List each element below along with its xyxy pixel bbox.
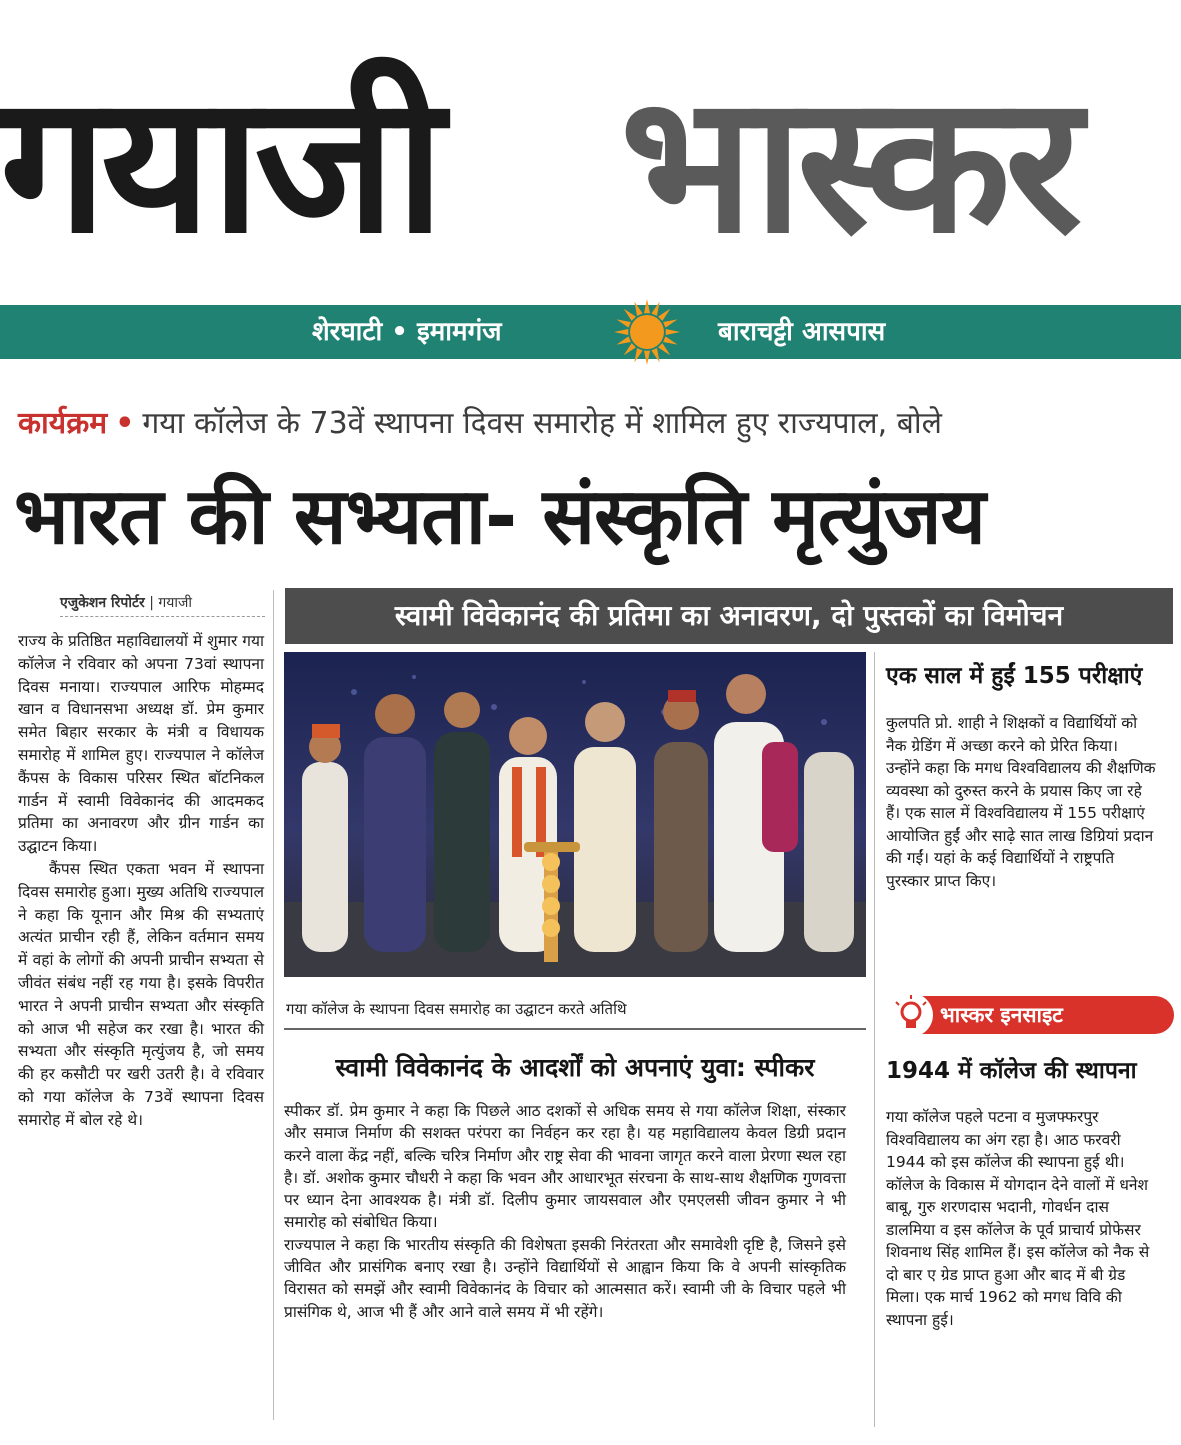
column-divider-right xyxy=(874,652,875,1427)
column-divider-left xyxy=(273,590,274,1420)
right-story1-headline: एक साल में हुईं 155 परीक्षाएं xyxy=(886,663,1143,689)
kicker-text: गया कॉलेज के 73वें स्थापना दिवस समारोह में शामिल हुए राज्यपाल, बोले xyxy=(142,406,942,441)
middle-story-headline: स्वामी विवेकानंद के आदर्शों को अपनाएं युवा: स्पीकर xyxy=(335,1053,815,1082)
sun-ray xyxy=(617,319,631,327)
sun-ray xyxy=(617,336,631,344)
kicker-dot: • xyxy=(115,406,135,441)
sun-ray xyxy=(644,351,650,365)
sun-logo-icon xyxy=(602,297,692,367)
sun-ray xyxy=(658,343,670,355)
sun-ray xyxy=(651,302,659,316)
middle-paragraph-1: स्पीकर डॉ. प्रेम कुमार ने कहा कि पिछले आठ दशकों से अधिक समय से गया कॉलेज शिक्षा, संस्कार और समाज निर्माण की सशक्त परंपरा का निर्वहन कर रहा है। यह महाविद्यालय केवल डिग्री प्रदान करने वाला केंद्र नहीं, बल्कि चरित्र निर्माण और राष्ट्र सेवा की भावना जागृत करने वाला प्रेरणा स्थल रहा है। डॉ. अशोक कुमार चौधरी ने कहा कि भवन और आधारभूत संरचना के साथ-साथ शैक्षणिक गुणवत्ता पर ध्यान देना आवश्यक है। मंत्री डॉ. दिलीप कुमार जायसवाल और एमएलसी जीवन कुमार ने भी समारोह को संबोधित किया। xyxy=(284,1102,846,1232)
right-story1-paragraph-1: कुलपति प्रो. शाही ने शिक्षकों व विद्यार्थियों को नैक ग्रेडिंग में अच्छा करने को प्रेरित किया। xyxy=(886,714,1138,755)
middle-rule xyxy=(284,1028,866,1030)
sun-ray xyxy=(624,343,636,355)
region-label-left: शेरघाटी • इमामगंज xyxy=(312,317,502,347)
right-story1-body xyxy=(886,712,1158,982)
right-story2-body xyxy=(886,1106,1161,1426)
main-headline: भारत की सभ्यता- संस्कृति मृत्युंजय xyxy=(14,472,985,562)
byline xyxy=(60,590,265,617)
sun-ray xyxy=(634,302,642,316)
sun-ray xyxy=(614,329,628,335)
photo-caption: गया कॉलेज के स्थापना दिवस समारोह का उद्घाटन करते अतिथि xyxy=(286,1000,627,1018)
sun-ray xyxy=(658,309,670,321)
lightbulb-icon xyxy=(888,992,934,1038)
right-story1-paragraph-2: उन्होंने कहा कि मगध विश्वविद्यालय की शैक्षणिक व्यवस्था को दुरुस्त करने के प्रयास किए जा रहे हैं। एक साल में विश्वविद्यालय में 155 परीक्षाएं आयोजित हुईं और साढ़े सात लाख डिग्रियां प्रदान की गईं। यहां के कई विद्यार्थियों ने राष्ट्रपति पुरस्कार प्राप्त किए। xyxy=(886,759,1156,890)
byline-reporter: एजुकेशन रिपोर्टर xyxy=(60,595,145,611)
bhaskar-insight-badge xyxy=(898,996,1174,1034)
right-story2-paragraph-1: गया कॉलेज पहले पटना व मुजफ्फरपुर विश्वविद्यालय का अंग रहा है। आठ फरवरी 1944 को इस कॉलेज की स्थापना हुई थी। xyxy=(886,1108,1125,1171)
insight-label: भास्कर इनसाइट xyxy=(940,1003,1063,1027)
left-paragraph-1: राज्य के प्रतिष्ठित महाविद्यालयों में शुमार गया कॉलेज ने रविवार को अपना 73वां स्थापना दिवस मनाया। राज्यपाल आरिफ मोहम्मद खान व विधानसभा अध्यक्ष डॉ. प्रेम कुमार समेत बिहार सरकार के मंत्री व विधायक समारोह में शामिल हुए। राज्यपाल ने कॉलेज कैंपस के विकास परिसर स्थित बॉटनिकल गार्डन में स्वामी विवेकानंद की आदमकद प्रतिमा का अनावरण और ग्रीन गार्डन का उद्घाटन किया। xyxy=(18,632,264,856)
subhead-text: स्वामी विवेकानंद की प्रतिमा का अनावरण, दो पुस्तकों का विमोचन xyxy=(394,599,1064,632)
left-paragraph-2: कैंपस स्थित एकता भवन में स्थापना दिवस समारोह हुआ। मुख्य अतिथि राज्यपाल ने कहा कि यूनान और मिश्र की सभ्यताएं अत्यंत प्राचीन रही हैं, लेकिन वर्तमान समय में वहां के लोगों की अपनी प्राचीन सभ्यता से जीवंत संबंध नहीं रह गया है। इसके विपरीत भारत ने अपनी प्राचीन सभ्यता और संस्कृति को आज भी सहेज कर रखा है। भारत की सभ्यता और संस्कृति मृत्युंजय है, जो समय की हर कसौटी पर खरी उतरी है। वे रविवार को गया कॉलेज के 73वें स्थापना दिवस समारोह में बोल रहे थे। xyxy=(18,859,264,1129)
kicker-line xyxy=(18,400,1168,448)
masthead-title-part1: गयाजी xyxy=(0,54,439,275)
sun-ray xyxy=(624,309,636,321)
sun-ray xyxy=(663,319,677,327)
kicker-tag: कार्यक्रम xyxy=(18,406,108,441)
sun-ray xyxy=(663,336,677,344)
region-band xyxy=(0,305,1181,359)
sun-ray xyxy=(644,299,650,313)
byline-place: गयाजी xyxy=(158,595,193,611)
sun-ray xyxy=(651,348,659,362)
sun-ray xyxy=(666,329,680,335)
sun-ray xyxy=(634,348,642,362)
middle-story-body xyxy=(284,1100,846,1430)
subhead-bar xyxy=(285,588,1173,644)
byline-separator: | xyxy=(149,595,154,611)
masthead xyxy=(0,40,1181,290)
event-photo xyxy=(284,652,866,977)
region-label-right: बाराचट्टी आसपास xyxy=(718,317,886,347)
masthead-title-part2: भास्कर xyxy=(620,54,1077,275)
right-story2-headline: 1944 में कॉलेज की स्थापना xyxy=(886,1058,1137,1084)
middle-paragraph-2: राज्यपाल ने कहा कि भारतीय संस्कृति की विशेषता इसकी निरंतरता और समावेशी दृष्टि है, जिसने इसे जीवित और प्रासंगिक बनाए रखा है। उन्होंने विद्यार्थियों से आह्वान किया कि वे अपनी सांस्कृतिक विरासत को समझें और स्वामी विवेकानंद के विचार को आत्मसात करें। स्वामी जी के विचार पहले भी प्रासंगिक थे, आज भी हैं और आने वाले समय में भी रहेंगे। xyxy=(284,1235,846,1321)
right-story2-paragraph-2: कॉलेज के विकास में योगदान देने वालों में धनेश बाबू, गुरु शरणदास भदानी, गोवर्धन दास डालमिया व इस कॉलेज के पूर्व प्राचार्य प्रोफेसर शिवनाथ सिंह शामिल हैं। इस कॉलेज को नैक से दो बार ए ग्रेड प्राप्त हुआ और बाद में बी ग्रेड मिला। एक मार्च 1962 को मगध विवि की स्थापना हुई। xyxy=(886,1175,1150,1329)
left-column-story xyxy=(18,630,264,1420)
